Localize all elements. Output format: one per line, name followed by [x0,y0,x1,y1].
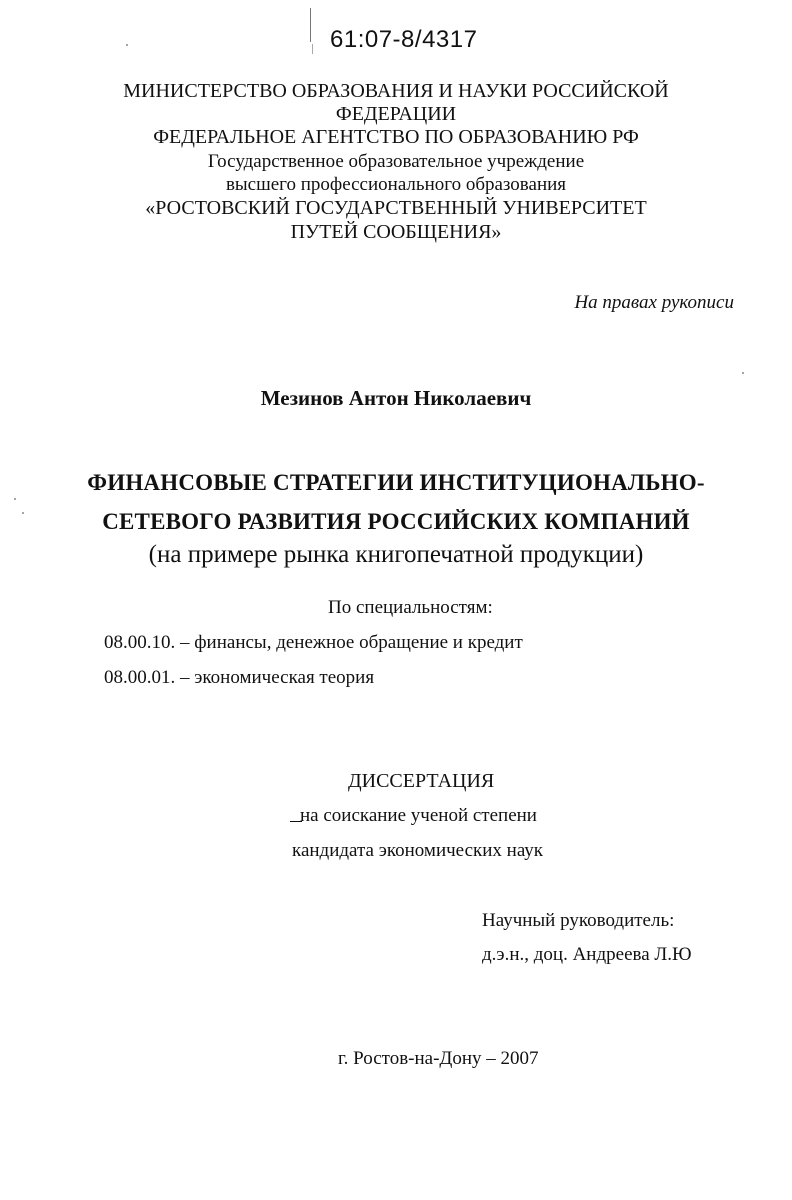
scan-dust-dot [126,44,128,46]
author-name: Мезинов Антон Николаевич [260,386,532,410]
agency-line: ФЕДЕРАЛЬНОЕ АГЕНТСТВО ПО ОБРАЗОВАНИЮ РФ [153,126,639,148]
specialties-heading: По специальностям: [328,597,493,618]
degree-name-line: кандидата экономических наук [292,840,544,861]
dissertation-label: ДИССЕРТАЦИЯ [348,770,495,792]
supervisor-name: д.э.н., доц. Андреева Л.Ю [482,944,692,965]
ministry-line-2: ФЕДЕРАЦИИ [335,103,457,125]
thesis-subtitle: (на примере рынка книгопечатной продукции) [148,541,644,568]
institution-level-line: высшего профессионального образования [225,174,567,195]
thesis-title-line-2: СЕТЕВОГО РАЗВИТИЯ РОССИЙСКИХ КОМПАНИЙ [102,509,690,534]
scan-margin-mark [312,44,313,54]
catalog-number: 61:07-8/4317 [330,26,478,53]
thesis-title-line-1: ФИНАНСОВЫЕ СТРАТЕГИИ ИНСТИТУЦИОНАЛЬНО- [87,470,705,495]
university-name-line-1: «РОСТОВСКИЙ ГОСУДАРСТВЕННЫЙ УНИВЕРСИТЕТ [145,197,647,219]
degree-purpose-line: на соискание ученой степени [300,805,537,826]
scan-margin-mark [310,8,311,42]
city-year: г. Ростов-на-Дону – 2007 [338,1048,539,1069]
university-name-line-2: ПУТЕЙ СООБЩЕНИЯ» [290,221,502,243]
scan-dust-dot [742,372,744,374]
institution-type-line: Государственное образовательное учреждение [207,151,585,172]
manuscript-rights-note: На правах рукописи [574,292,734,313]
ministry-line-1: МИНИСТЕРСТВО ОБРАЗОВАНИЯ И НАУКИ РОССИЙСКОЙ [123,80,669,102]
scan-dust-dot [14,498,16,500]
specialty-item: 08.00.10. – финансы, денежное обращение и кредит [104,632,523,653]
supervisor-label: Научный руководитель: [482,910,675,931]
specialty-item: 08.00.01. – экономическая теория [104,667,375,688]
